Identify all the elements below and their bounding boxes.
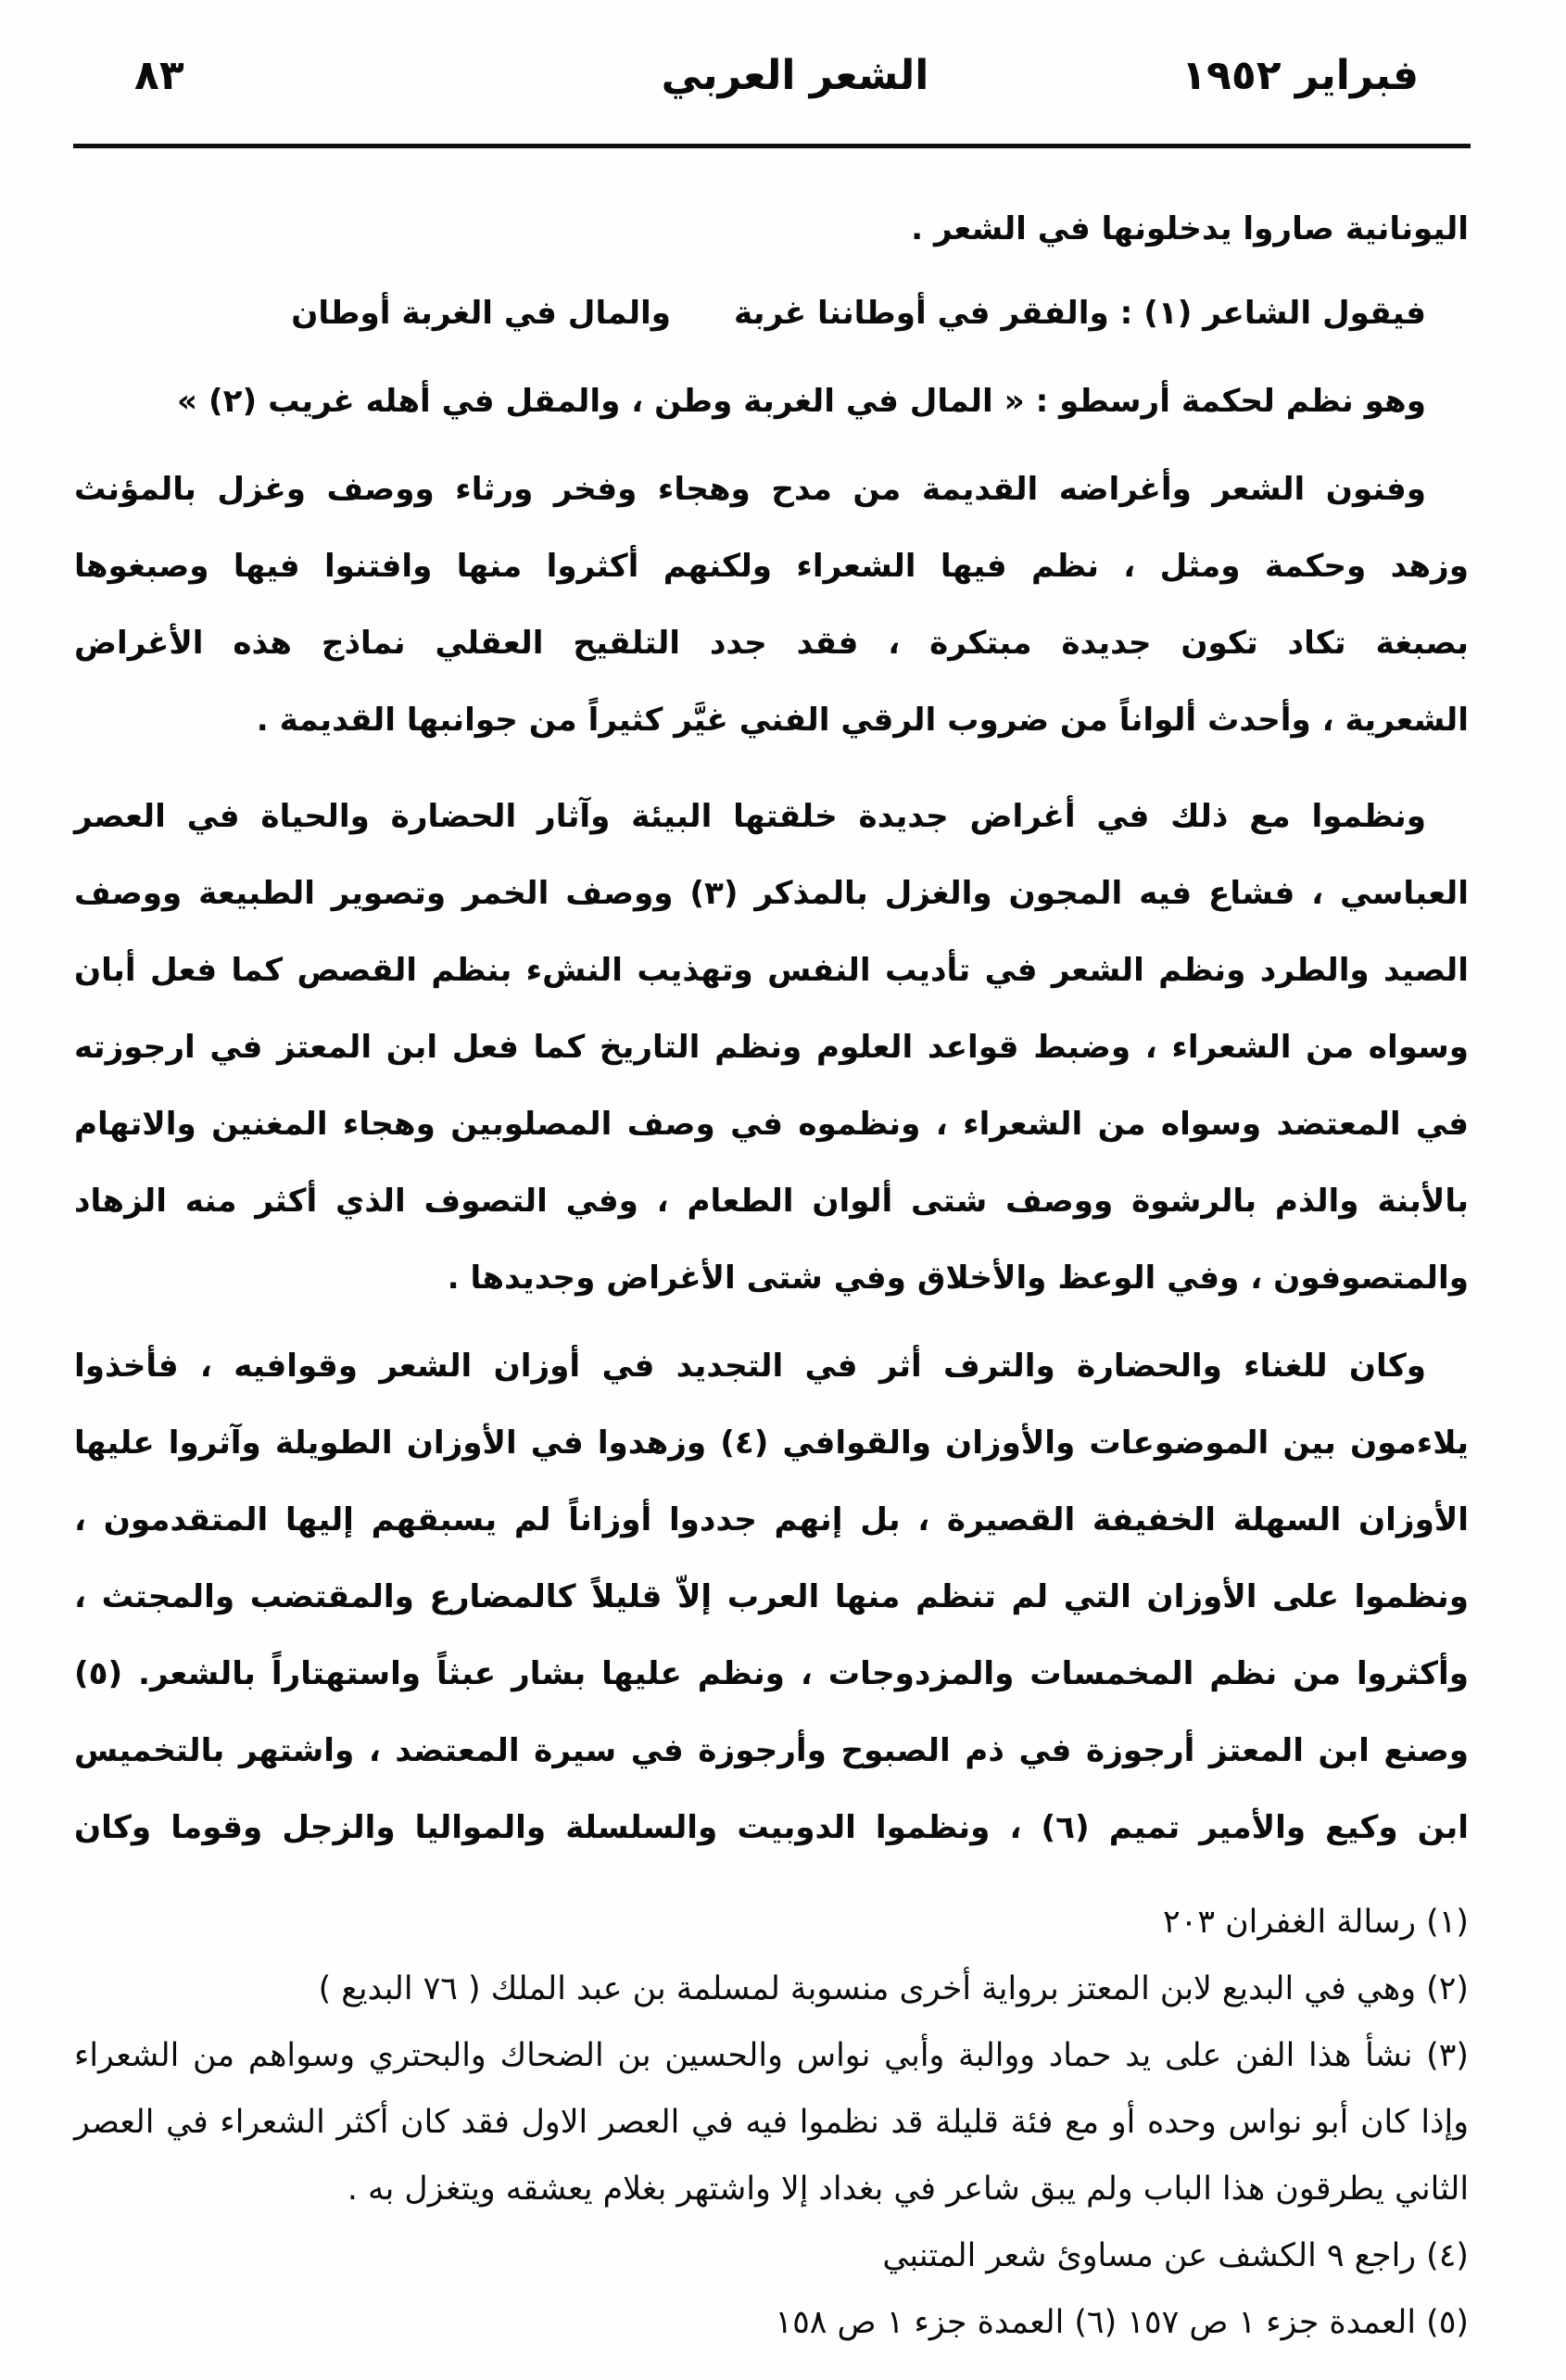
footnote-4: (٤) راجع ٩ الكشف عن مساوئ شعر المتنبي: [882, 2237, 1469, 2274]
paragraph-2: [74, 779, 1469, 1317]
issue-date: فبراير ١٩٥٢: [1181, 52, 1419, 99]
paragraph-line: بصبغة تكاد تكون جديدة مبتكرة ، فقد جدد التلقيح العقلي نماذج هذه الأغراض: [74, 625, 1469, 662]
verse-first-hemistich: والفقر في أوطاننا غربة: [733, 295, 1109, 332]
paragraph-line: ونظموا مع ذلك في أغراض جديدة خلقتها البيئة وآثار الحضارة والحياة في العصر: [74, 798, 1426, 835]
footnotes: [74, 1889, 1469, 2356]
footnote-3-continued: وإذا كان أبو نواس وحده أو مع فئة قليلة قد نظموا فيه في العصر الاول فقد كان أكثر الشعراء في العصر: [74, 2104, 1469, 2141]
paragraph-line: يلاءمون بين الموضوعات والأوزان والقوافي (٤) وزهدوا في الأوزان الطويلة وآثروا عليها: [74, 1424, 1469, 1462]
verse-line: [74, 275, 1469, 352]
verse-intro: فيقول الشاعر (١) :: [1119, 295, 1426, 332]
paragraph-line: والمتصوفون ، وفي الوعظ والأخلاق وفي شتى الأغراض وجديدها .: [447, 1260, 1469, 1297]
paragraph-line: العباسي ، فشاع فيه المجون والغزل بالمذكر (٣) ووصف الخمر وتصوير الطبيعة ووصف: [74, 875, 1469, 912]
page-number: ٨٣: [134, 52, 184, 99]
paragraph-line: وفنون الشعر وأغراضه القديمة من مدح وهجاء وفخر ورثاء ووصف وغزل بالمؤنث: [74, 471, 1426, 508]
paragraph-line: الصيد والطرد ونظم الشعر في تأديب النفس وتهذيب النشء بنظم القصص كما فعل أبان: [74, 952, 1469, 989]
footnote-3: (٣) نشأ هذا الفن على يد حماد ووالبة وأبي نواس والحسين بن الضحاك والبحتري وسواهم من الشعراء: [74, 2037, 1469, 2074]
footnote-1: (١) رسالة الغفران ٢٠٣: [1162, 1904, 1469, 1941]
paragraph-line: الشعرية ، وأحدث ألواناً من ضروب الرقي الفني غيَّر كثيراً من جوانبها القديمة .: [256, 702, 1469, 739]
body-text: [74, 191, 1469, 1867]
paragraph-line: ونظموا على الأوزان التي لم تنظم منها العرب إلاّ قليلاً كالمضارع والمقتضب والمجتث ،: [74, 1578, 1469, 1615]
paragraph-line: وأكثروا من نظم المخمسات والمزدوجات ، ونظم عليها بشار عبثاً واستهتاراً بالشعر. (٥): [74, 1655, 1469, 1692]
paragraph-3: [74, 1328, 1469, 1867]
opening-line: اليونانية صاروا يدخلونها في الشعر .: [911, 210, 1469, 247]
paragraph-1: [74, 451, 1469, 759]
paragraph-line: في المعتضد وسواه من الشعراء ، ونظموه في وصف المصلوبين وهجاء المغنين والاتهام: [74, 1106, 1469, 1143]
aristotle-line: وهو نظم لحكمة أرسطو : « المال في الغربة وطن ، والمقل في أهله غريب (٢) »: [177, 383, 1426, 420]
verse-second-hemistich: والمال في الغربة أوطان: [291, 295, 672, 332]
paragraph-line: وكان للغناء والحضارة والترف أثر في التجديد في أوزان الشعر وقوافيه ، فأخذوا: [74, 1348, 1426, 1385]
paragraph-line: بالأبنة والذم بالرشوة ووصف شتى ألوان الطعام ، وفي التصوف الذي أكثر منه الزهاد: [74, 1183, 1469, 1220]
paragraph-line: وسواه من الشعراء ، وضبط قواعد العلوم ونظم التاريخ كما فعل ابن المعتز في ارجوزته: [74, 1029, 1469, 1066]
running-title: الشعر العربي: [661, 52, 929, 99]
header-rule: [73, 144, 1471, 148]
footnote-3-continued: الثاني يطرقون هذا الباب ولم يبق شاعر في بغداد إلا واشتهر بغلام يعشقه ويتغزل به .: [347, 2171, 1469, 2208]
footnote-2: (٢) وهي في البديع لابن المعتز برواية أخرى منسوبة لمسلمة بن عبد الملك ( ٧٦ البديع ): [318, 1970, 1469, 2007]
paragraph-line: وصنع ابن المعتز أرجوزة في ذم الصبوح وأرجوزة في سيرة المعتضد ، واشتهر بالتخميس: [74, 1732, 1469, 1769]
footnote-5-6: (٥) العمدة جزء ١ ص ١٥٧ (٦) العمدة جزء ١ ص ١٥٨: [775, 2304, 1469, 2341]
paragraph-line: ابن وكيع والأمير تميم (٦) ، ونظموا الدوبيت والسلسلة والمواليا والزجل وقوما وكان: [74, 1809, 1469, 1846]
paragraph-line: وزهد وحكمة ومثل ، نظم فيها الشعراء ولكنهم أكثروا منها وافتنوا فيها وصبغوها: [74, 548, 1469, 585]
paragraph-line: الأوزان السهلة الخفيفة القصيرة ، بل إنهم جددوا أوزاناً لم يسبقهم إليها المتقدمون ،: [74, 1501, 1469, 1538]
